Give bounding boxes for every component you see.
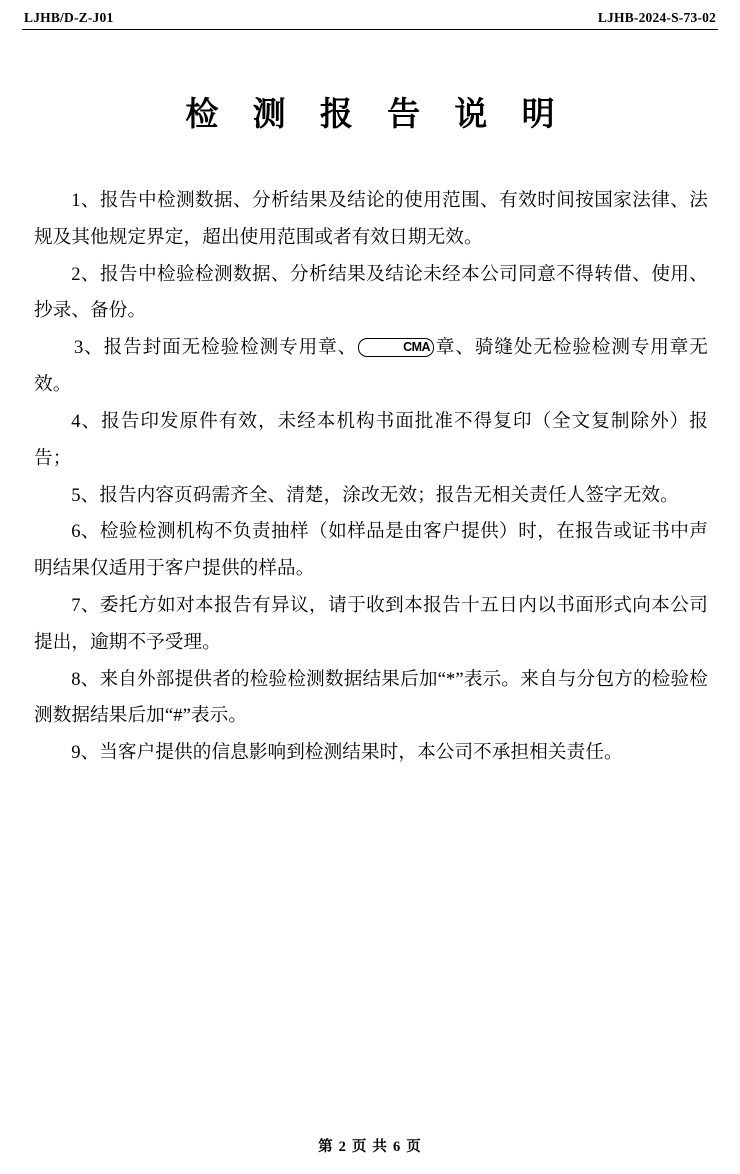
header-left-code: LJHB/D-Z-J01 (24, 10, 114, 25)
clause-9: 9、当客户提供的信息影响到检测结果时，本公司不承担相关责任。 (71, 742, 623, 764)
clause-3 (34, 330, 708, 404)
footer-text-after: 页 (406, 1139, 422, 1155)
header-right-code: LJHB-2024-S-73-02 (597, 10, 716, 25)
clause-5: 5、报告内容页码需齐全、清楚，涂改无效；报告无相关责任人签字无效。 (71, 484, 679, 506)
document-body (22, 183, 718, 772)
clause-1: 1、报告中检测数据、分析结果及结论的使用范围、有效时间按国家法律、法规及其他规定界定，超出使用范围或者有效日期无效。 (34, 190, 708, 248)
clause-2: 2、报告中检验检测数据、分析结果及结论未经本公司同意不得转借、使用、抄录、备份。 (34, 263, 708, 322)
footer-current-page: 2 (338, 1139, 348, 1155)
page-title: 检 测 报 告 说 明 (185, 97, 568, 133)
clause-8: 8、来自外部提供者的检验检测数据结果后加“*”表示。来自与分包方的检验检测数据结果后加“#”表示。 (34, 668, 708, 727)
footer-total-pages: 6 (392, 1139, 402, 1155)
clause-7: 7、委托方如对本报告有异议，请于收到本报告十五日内以书面形式向本公司提出，逾期不予受理。 (34, 594, 708, 653)
footer-text-before: 第 (318, 1139, 334, 1155)
clause-3-text-after: 章、骑缝处无检验检测专用章无效。 (34, 337, 708, 396)
page-header (22, 10, 718, 29)
clause-6: 6、检验检测机构不负责抽样（如样品是由客户提供）时，在报告或证书中声明结果仅适用于客户提供的样品。 (34, 521, 708, 580)
cma-badge-icon: CMA (358, 338, 434, 357)
footer-text-middle: 页 共 (351, 1139, 389, 1155)
header-divider (22, 29, 718, 30)
clause-3-text-before: 3、报告封面无检验检测专用章、 (73, 337, 358, 359)
page-footer (0, 1135, 740, 1156)
clause-4: 4、报告印发原件有效，未经本机构书面批准不得复印（全文复制除外）报告； (34, 410, 708, 469)
